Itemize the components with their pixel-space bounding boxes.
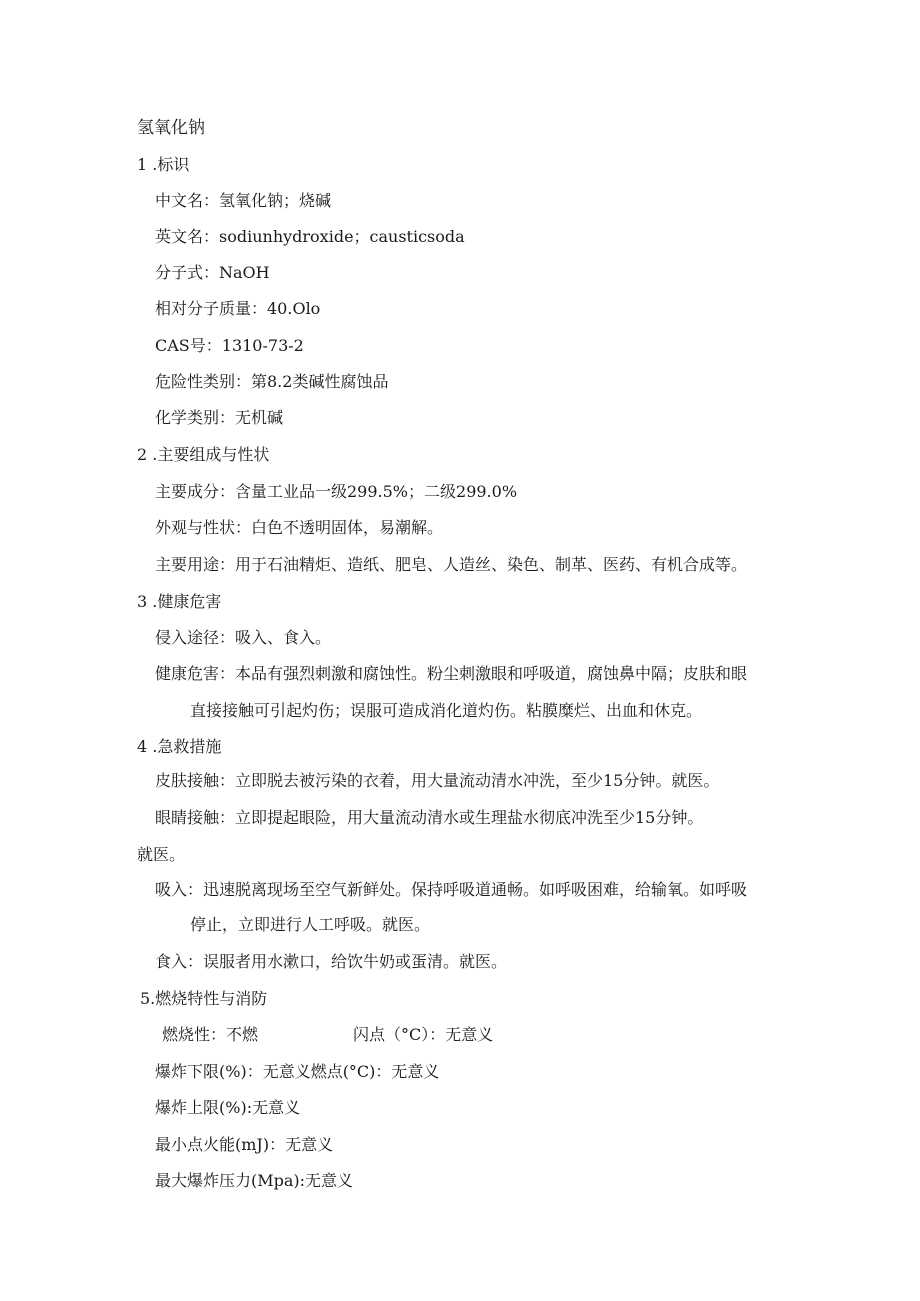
upper-explosive-limit-line: 爆炸上限(%):无意义 xyxy=(155,1098,301,1117)
document-title: 氢氧化钠 xyxy=(137,118,205,138)
ingestion-line: 食入：误服者用水漱口，给饮牛奶或蛋清。就医。 xyxy=(155,952,508,971)
english-name-line: 英文名：sodiunhydroxide；causticsoda xyxy=(155,227,465,246)
eye-contact-line: 眼睛接触：立即提起眼险，用大量流动清水或生理盐水彻底冲洗至少15分钟。 xyxy=(155,808,704,827)
cas-line: CAS号：1310-73-2 xyxy=(155,336,304,355)
chinese-name-line: 中文名：氢氧化钠；烧碱 xyxy=(155,191,332,210)
section-5-heading: 5.燃烧特性与消防 xyxy=(140,989,268,1008)
uses-line: 主要用途：用于石油精炬、造纸、肥皂、人造丝、染色、制革、医药、有机合成等。 xyxy=(155,555,748,574)
inhalation-line: 吸入：迅速脱离现场至空气新鲜处。保持呼吸道通畅。如呼吸困难，给输氧。如呼吸 xyxy=(155,880,748,899)
section-4-heading: 4 .急救措施 xyxy=(137,737,222,756)
eye-contact-continuation: 就医。 xyxy=(137,845,186,864)
min-ignition-energy-line: 最小点火能(mJ)：无意义 xyxy=(155,1135,334,1154)
health-hazard-continuation: 直接接触可引起灼伤；误服可造成消化道灼伤。粘膜糜烂、出血和休克。 xyxy=(190,701,703,720)
section-1-heading: 1 .标识 xyxy=(137,155,190,174)
inhalation-continuation: 停止，立即进行人工呼吸。就医。 xyxy=(190,915,431,934)
section-2-heading: 2 .主要组成与性状 xyxy=(137,445,270,464)
section-3-heading: 3 .健康危害 xyxy=(137,592,222,611)
flash-point-line: 闪点（°C）：无意义 xyxy=(353,1025,494,1044)
lower-explosive-limit-line: 爆炸下限(%)：无意义燃点(°C)：无意义 xyxy=(155,1062,440,1081)
formula-line: 分子式：NaOH xyxy=(155,263,270,282)
flammability-line: 燃烧性：不燃 xyxy=(162,1025,259,1044)
molecular-weight-line: 相对分子质量：40.Olo xyxy=(155,299,321,318)
chemical-class-line: 化学类别：无机碱 xyxy=(155,408,284,427)
hazard-class-line: 危险性类别：第8.2类碱性腐蚀品 xyxy=(155,372,389,391)
health-hazard-line: 健康危害：本品有强烈刺激和腐蚀性。粉尘刺激眼和呼吸道，腐蚀鼻中隔；皮肤和眼 xyxy=(155,664,748,683)
composition-line: 主要成分：含量工业品一级299.5%；二级299.0% xyxy=(155,482,518,501)
appearance-line: 外观与性状：白色不透明固体，易潮解。 xyxy=(155,518,444,537)
entry-route-line: 侵入途径：吸入、食入。 xyxy=(155,628,332,647)
skin-contact-line: 皮肤接触：立即脱去被污染的衣着，用大量流动清水冲洗，至少15分钟。就医。 xyxy=(155,771,720,790)
max-explosion-pressure-line: 最大爆炸压力(Mpa):无意义 xyxy=(155,1171,354,1190)
